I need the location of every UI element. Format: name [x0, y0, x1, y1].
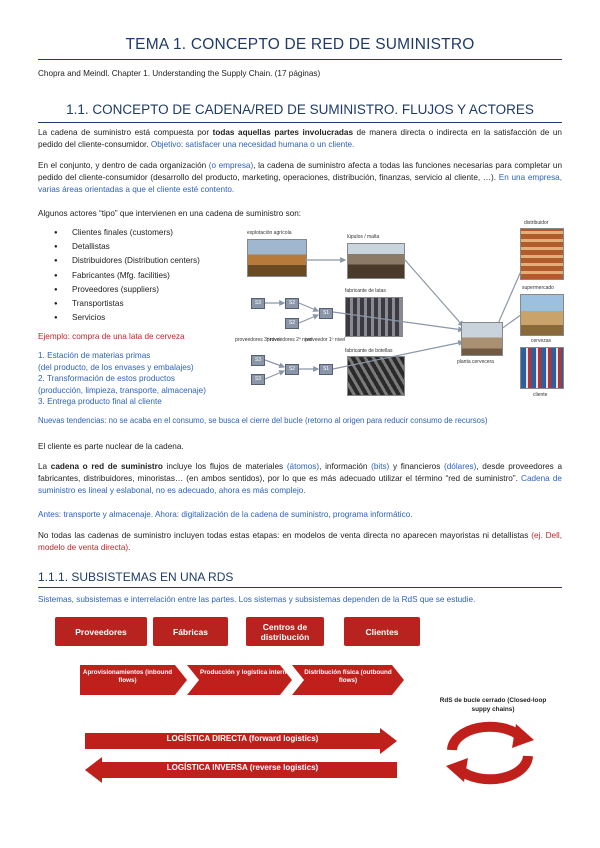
node-s2: S2	[285, 364, 299, 375]
box-clients: Clientes	[344, 617, 420, 646]
subsection-divider	[38, 587, 562, 588]
reference-line: Chopra and Meindl. Chapter 1. Understanding the Supply Chain. (17 páginas)	[38, 69, 321, 78]
title-divider	[38, 59, 562, 60]
label-bottles: fabricante de botellas	[345, 348, 393, 354]
example-steps	[38, 350, 206, 408]
example-step: 2. Transformación de estos productos	[38, 374, 175, 383]
paragraph-definition: La cadena de suministro está compuesta por todas aquellas partes involucradas de manera directa o indirecta en la satisfacción de un pedido del cliente-consumidor. Objetivo: satisfacer una necesidad humana o un cliente.	[38, 128, 562, 149]
flow-arrows	[235, 222, 565, 402]
label-supermarket: supermercado	[522, 285, 554, 291]
node-s3: S3	[251, 298, 265, 309]
page-title: TEMA 1. CONCEPTO DE RED DE SUMINISTRO	[125, 36, 475, 53]
label-distributor: distribuidor	[524, 220, 549, 226]
node-s3: S3	[251, 355, 265, 366]
node-s1: S1	[319, 308, 333, 319]
box-suppliers: Proveedores	[55, 617, 147, 646]
subsection-text: Sistemas, subsistemas e interrelación entre las partes. Los sistemas y subsistemas dependen de la RdS que se estudie.	[38, 595, 476, 604]
actors-intro: Algunos actores “tipo” que intervienen en una cadena de suministro son:	[38, 209, 302, 218]
label-tier1: proveedor 1º nivel	[305, 337, 346, 343]
before-now-note: Antes: transporte y almacenaje. Ahora: digitalización de la cadena de suministro, programa informático.	[38, 510, 413, 519]
list-item: ● Detallistas	[40, 240, 200, 254]
example-title: Ejemplo: compra de una lata de cerveza	[38, 332, 185, 341]
trends-note: Nuevas tendencias: no se acaba en el consumo, se busca el cierre del bucle (retorno al origen para reducir consumo de recursos)	[38, 416, 488, 425]
node-s1: S1	[319, 364, 333, 375]
list-item: ● Proveedores (suppliers)	[40, 283, 200, 297]
label-tier3: proveedores 3º nivel	[235, 337, 281, 343]
label-tier2: proveedores 2º nivel	[267, 337, 313, 343]
list-item: ● Distribuidores (Distribution centers)	[40, 254, 200, 268]
label-cans: fabricante de latas	[345, 288, 386, 294]
flow-production-label: Producción y logística interna	[200, 669, 290, 676]
flow-inbound-label: Aprovisionamientos (inbound flows)	[82, 669, 173, 684]
node-s2: S2	[285, 298, 299, 309]
example-step: 3. Entrega producto final al cliente	[38, 397, 162, 406]
subsection-heading: 1.1.1. SUBSISTEMAS EN UNA RDS	[38, 570, 234, 584]
label-beers: cervezas	[531, 338, 552, 344]
flow-outbound-label: Distribución física (outbound flows)	[304, 669, 392, 684]
section-heading: 1.1. CONCEPTO DE CADENA/RED DE SUMINISTRO. FLUJOS Y ACTORES	[66, 102, 534, 117]
supermarket-photo	[520, 294, 564, 336]
paragraph-network: La cadena o red de suministro incluye los flujos de materiales (átomos), información (bits) y financieros (dólares), desde proveedores a fabricantes, distribuidores, minoristas… (en ambos sentidos), por lo que es más adecuado utilizar el término “red de suministro”. Cadena de suministro es lineal y eslabonal, no es adecuado, ahora es más complejo.	[38, 462, 562, 495]
closed-loop-icon	[440, 718, 540, 788]
closed-loop-label: RdS de bucle cerrado (Closed-loop suppy chains)	[439, 697, 547, 713]
node-s2: S2	[285, 318, 299, 329]
beers-photo	[520, 347, 564, 389]
forward-logistics-label: LOGÍSTICA DIRECTA (forward logistics)	[166, 734, 319, 743]
example-step: (producción, limpieza, transporte, almacenaje)	[38, 385, 206, 395]
list-item: ● Clientes finales (customers)	[40, 226, 200, 240]
reverse-logistics-label: LOGÍSTICA INVERSA (reverse logistics)	[166, 763, 319, 772]
list-item: ● Transportistas	[40, 297, 200, 311]
list-item: ● Fabricantes (Mfg. facilities)	[40, 269, 200, 283]
beer-supply-chain-figure	[235, 222, 565, 402]
box-factories: Fábricas	[153, 617, 228, 646]
example-step: 1. Estación de materias primas	[38, 351, 151, 360]
section-divider	[38, 122, 562, 123]
client-core-statement: El cliente es parte nuclear de la cadena.	[38, 442, 184, 451]
box-distribution-centers: Centros de distribución	[246, 617, 324, 646]
label-hops: lúpulos / malta	[347, 234, 380, 240]
paragraph-organization: En el conjunto, y dentro de cada organización (o empresa), la cadena de suministro afecta a todas las funciones necesarias para completar un pedido del cliente-consumidor (desarrollo del producto, marketing, operaciones, distribución, finanzas, servicio al cliente, …). En una empresa, varias áreas orientadas a que el cliente esté contento.	[38, 161, 562, 194]
example-step: (del producto, de los envases y embalajes)	[38, 362, 194, 372]
distributor-photo	[520, 228, 564, 280]
label-client: cliente	[533, 392, 548, 398]
node-s3: S3	[251, 374, 265, 385]
actors-list	[40, 226, 200, 325]
paragraph-direct-sales: No todas las cadenas de suministro incluyen todas estas etapas: en modelos de venta directa no aparecen mayoristas ni detallistas (ej. Dell, modelo de venta directa).	[38, 531, 563, 552]
list-item: ● Servicios	[40, 311, 200, 325]
label-agri: explotación agrícola	[247, 230, 292, 236]
label-brewery: planta cervecera	[457, 359, 494, 365]
brewery-photo	[461, 322, 503, 356]
